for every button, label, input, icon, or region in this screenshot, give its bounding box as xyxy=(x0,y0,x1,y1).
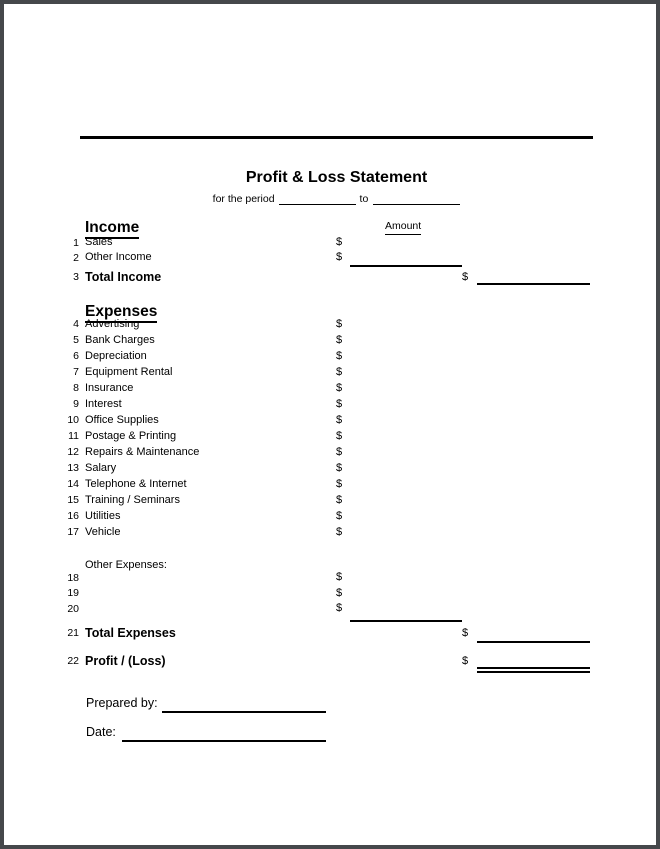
other-expenses-label: Other Expenses: xyxy=(85,559,167,571)
dollar-sign: $ xyxy=(336,366,343,378)
expense-row xyxy=(4,428,656,444)
row-number: 12 xyxy=(67,445,79,458)
period-prefix: for the period xyxy=(212,193,275,205)
row-label: Vehicle xyxy=(85,526,121,538)
expense-row xyxy=(4,412,656,428)
profit-loss-double-line[interactable] xyxy=(477,667,590,673)
row-number: 6 xyxy=(73,349,79,362)
row-number: 5 xyxy=(73,333,79,346)
row-label: Bank Charges xyxy=(85,334,155,346)
period-connector: to xyxy=(359,193,369,205)
dollar-sign: $ xyxy=(336,318,343,330)
expense-row xyxy=(4,348,656,364)
dollar-sign: $ xyxy=(336,446,343,458)
dollar-sign: $ xyxy=(336,430,343,442)
other-expense-row xyxy=(4,586,656,602)
dollar-sign: $ xyxy=(336,494,343,506)
dollar-sign: $ xyxy=(336,414,343,426)
header-rule xyxy=(80,136,593,139)
dollar-sign: $ xyxy=(336,478,343,490)
row-number: 7 xyxy=(73,365,79,378)
row-number: 14 xyxy=(67,477,79,490)
period-from-blank[interactable] xyxy=(279,204,356,205)
dollar-sign: $ xyxy=(336,586,343,599)
income-heading-text: Income xyxy=(85,219,139,239)
amount-column-header xyxy=(385,220,421,235)
row-number: 4 xyxy=(73,317,79,330)
row-number: 13 xyxy=(67,461,79,474)
dollar-sign: $ xyxy=(336,602,343,614)
row-label: Sales xyxy=(85,236,113,248)
expense-row xyxy=(4,380,656,396)
row-number: 9 xyxy=(73,397,79,410)
row-number: 10 xyxy=(67,413,79,426)
row-number: 16 xyxy=(67,509,79,522)
dollar-sign: $ xyxy=(336,382,343,394)
date-label: Date: xyxy=(86,725,116,739)
dollar-sign: $ xyxy=(336,510,343,522)
expense-row xyxy=(4,316,656,332)
expense-row xyxy=(4,444,656,460)
row-number: 22 xyxy=(67,654,79,667)
dollar-sign: $ xyxy=(336,398,343,410)
expense-row xyxy=(4,332,656,348)
row-label: Equipment Rental xyxy=(85,366,173,378)
expense-row xyxy=(4,508,656,524)
dollar-sign: $ xyxy=(336,236,343,248)
expense-row xyxy=(4,364,656,380)
dollar-sign: $ xyxy=(336,334,343,346)
income-row xyxy=(4,250,656,265)
income-rows xyxy=(4,235,656,265)
row-number: 19 xyxy=(67,587,79,599)
row-number: 2 xyxy=(73,251,79,264)
income-subtotal-line[interactable] xyxy=(350,265,462,267)
expenses-subtotal-line[interactable] xyxy=(350,620,462,622)
dollar-sign: $ xyxy=(336,526,343,538)
row-label: Depreciation xyxy=(85,350,147,362)
total-expenses-row xyxy=(4,625,656,641)
expenses-heading-text: Expenses xyxy=(85,303,157,323)
prepared-by-blank[interactable] xyxy=(162,711,326,713)
expense-rows xyxy=(4,316,656,540)
period-line xyxy=(4,192,656,206)
row-number: 8 xyxy=(73,381,79,394)
row-label: Training / Seminars xyxy=(85,494,180,506)
expense-row xyxy=(4,396,656,412)
other-expense-row xyxy=(4,601,656,617)
row-number: 17 xyxy=(67,525,79,538)
row-number: 3 xyxy=(73,270,79,283)
expense-row xyxy=(4,492,656,508)
dollar-sign: $ xyxy=(336,462,343,474)
row-label: Interest xyxy=(85,398,122,410)
row-number: 18 xyxy=(67,571,79,584)
row-number: 1 xyxy=(73,236,79,249)
expense-row xyxy=(4,524,656,540)
row-number: 15 xyxy=(67,493,79,506)
total-expenses-label: Total Expenses xyxy=(85,626,176,640)
dollar-sign: $ xyxy=(336,571,343,583)
other-expense-rows xyxy=(4,570,656,617)
profit-loss-label: Profit / (Loss) xyxy=(85,654,166,668)
total-income-label: Total Income xyxy=(85,270,162,284)
row-number: 21 xyxy=(67,626,79,639)
dollar-sign: $ xyxy=(462,655,469,667)
period-to-blank[interactable] xyxy=(373,204,460,205)
dollar-sign: $ xyxy=(336,350,343,362)
row-number: 20 xyxy=(67,602,79,615)
row-label: Repairs & Maintenance xyxy=(85,446,200,458)
row-number: 11 xyxy=(68,429,79,442)
expense-row xyxy=(4,476,656,492)
row-label: Telephone & Internet xyxy=(85,478,187,490)
row-label: Salary xyxy=(85,462,117,474)
total-expenses-line[interactable] xyxy=(477,641,590,643)
dollar-sign: $ xyxy=(336,251,343,263)
row-label: Postage & Printing xyxy=(85,430,177,442)
row-label: Insurance xyxy=(85,382,134,394)
date-blank[interactable] xyxy=(122,740,326,742)
row-label: Advertising xyxy=(85,318,140,330)
amount-column-header-text: Amount xyxy=(385,220,421,235)
income-row xyxy=(4,235,656,250)
expense-row xyxy=(4,460,656,476)
dollar-sign: $ xyxy=(462,627,469,639)
other-expense-row xyxy=(4,570,656,586)
row-label: Utilities xyxy=(85,510,121,522)
dollar-sign: $ xyxy=(462,271,469,283)
row-label: Other Income xyxy=(85,251,152,263)
total-income-line[interactable] xyxy=(477,283,590,285)
document-title: Profit & Loss Statement xyxy=(245,169,428,186)
prepared-by-label: Prepared by: xyxy=(86,696,158,710)
row-label: Office Supplies xyxy=(85,414,159,426)
